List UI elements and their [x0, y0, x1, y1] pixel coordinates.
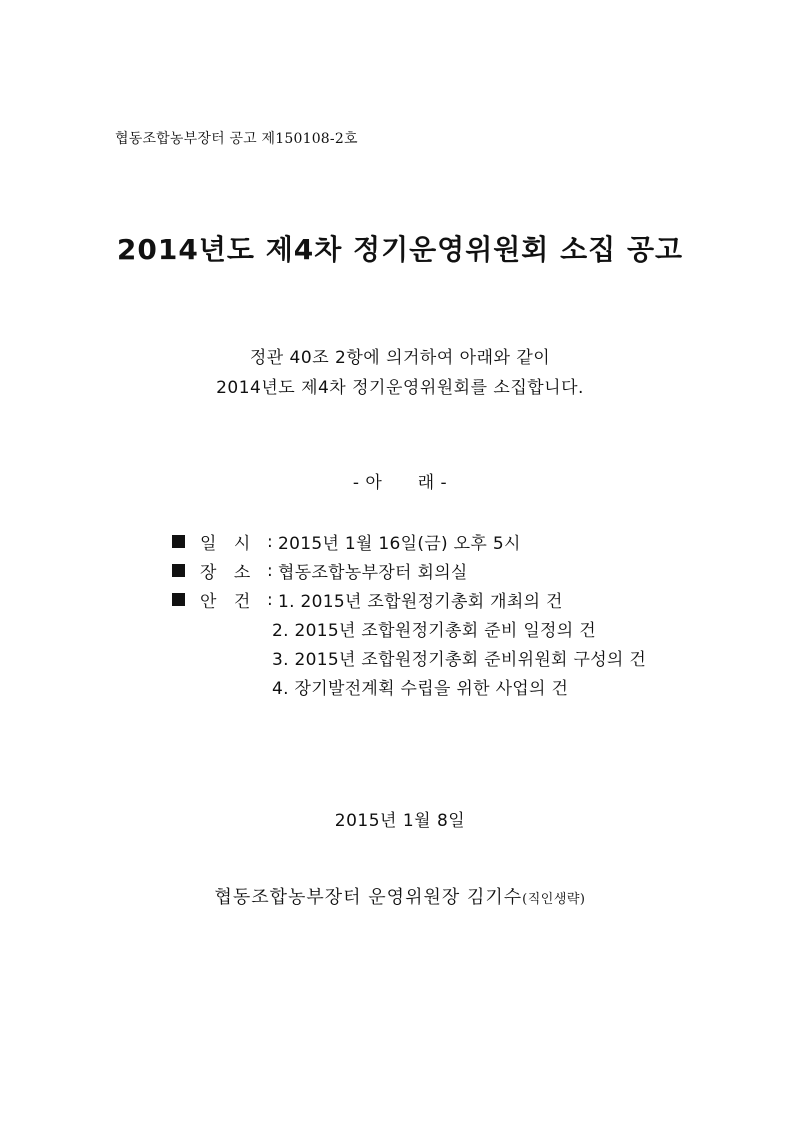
- detail-place: [168, 556, 646, 585]
- detail-value: 협동조합농부장터 회의실: [278, 563, 468, 583]
- intro-line: 2014년도 제4차 정기운영위원회를 소집합니다.: [216, 378, 584, 398]
- square-bullet-icon: [172, 593, 185, 606]
- square-bullet-icon: [172, 535, 185, 548]
- agenda-item: 3. 2015년 조합원정기총회 준비위원회 구성의 건: [272, 650, 647, 670]
- detail-colon: :: [266, 531, 274, 552]
- agenda-item: 1. 2015년 조합원정기총회 개최의 건: [278, 592, 563, 612]
- detail-datetime: [168, 527, 646, 556]
- seal-note: (직인생략): [522, 892, 586, 907]
- signature-line: [0, 883, 800, 909]
- agenda-row: [168, 614, 646, 643]
- detail-label: 장 소: [200, 563, 251, 583]
- detail-label: 안 건: [200, 592, 251, 612]
- square-bullet-icon: [172, 564, 185, 577]
- details-list: [168, 527, 646, 701]
- intro-line: 정관 40조 2항에 의거하여 아래와 같이: [249, 348, 551, 368]
- agenda-row: [168, 672, 646, 701]
- detail-colon: :: [266, 560, 274, 581]
- document-number: 협동조합농부장터 공고 제150108-2호: [115, 131, 358, 147]
- detail-label: 일 시: [200, 534, 251, 554]
- below-heading: - 아 래 -: [352, 473, 448, 493]
- detail-colon: :: [266, 589, 274, 610]
- agenda-item: 4. 장기발전계획 수립을 위한 사업의 건: [272, 679, 569, 699]
- agenda-row: [168, 643, 646, 672]
- signatory: 협동조합농부장터 운영위원장 김기수: [214, 887, 523, 908]
- detail-value: 2015년 1월 16일(금) 오후 5시: [278, 534, 521, 554]
- document-date: 2015년 1월 8일: [334, 811, 466, 831]
- detail-agenda: [168, 585, 646, 614]
- intro-paragraph: [0, 343, 800, 403]
- agenda-item: 2. 2015년 조합원정기총회 준비 일정의 건: [272, 621, 596, 641]
- document-title: 2014년도 제4차 정기운영위원회 소집 공고: [116, 233, 684, 266]
